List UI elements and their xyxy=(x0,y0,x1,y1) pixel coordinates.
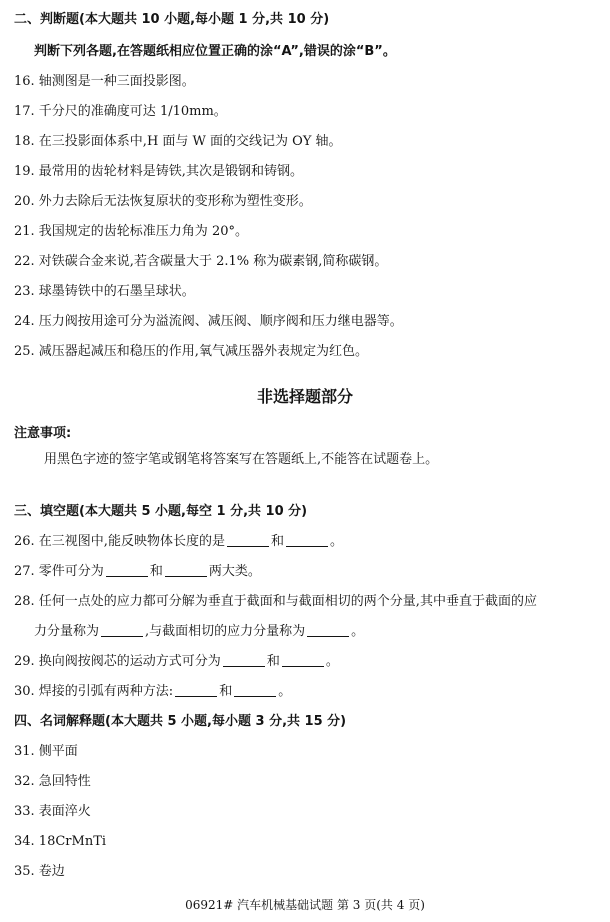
question-26 xyxy=(14,534,343,550)
question-23: 23. 球墨铸铁中的石墨呈球状。 xyxy=(14,284,195,299)
question-28-text-c: 。 xyxy=(351,624,365,639)
question-33: 33. 表面淬火 xyxy=(14,804,91,819)
answer-blank xyxy=(282,654,324,667)
question-25: 25. 减压器起减压和稳压的作用,氧气减压器外表规定为红色。 xyxy=(14,344,368,359)
answer-blank xyxy=(223,654,265,667)
question-17: 17. 千分尺的准确度可达 1/10mm。 xyxy=(14,104,227,119)
question-27-text-c: 两大类。 xyxy=(208,564,261,579)
question-28-line2 xyxy=(34,624,364,640)
question-34: 34. 18CrMnTi xyxy=(14,834,107,849)
question-27 xyxy=(14,564,261,580)
section-instruction: 判断下列各题,在答题纸相应位置正确的涂“A”,错误的涂“B”。 xyxy=(34,44,396,59)
page-footer: 06921# 汽车机械基础试题 第 3 页(共 4 页) xyxy=(185,898,425,912)
question-32: 32. 急回特性 xyxy=(14,774,91,789)
notice-label: 注意事项: xyxy=(14,426,72,441)
answer-blank xyxy=(286,534,328,547)
question-28-line1: 28. 任何一点处的应力都可分解为垂直于截面和与截面相切的两个分量,其中垂直于截面的应 xyxy=(14,594,537,609)
question-19: 19. 最常用的齿轮材料是铸铁,其次是锻钢和铸钢。 xyxy=(14,164,303,179)
question-28-text-b: ,与截面相切的应力分量称为 xyxy=(145,624,306,639)
answer-blank xyxy=(175,684,217,697)
question-30 xyxy=(14,684,291,700)
question-16: 16. 轴测图是一种三面投影图。 xyxy=(14,74,195,89)
question-26-text-b: 和 xyxy=(270,534,284,549)
section-heading-definitions: 四、名词解释题(本大题共 5 小题,每小题 3 分,共 15 分) xyxy=(14,714,347,729)
question-18: 18. 在三投影面体系中,H 面与 W 面的交线记为 OY 轴。 xyxy=(14,134,342,149)
question-30-text-a: 30. 焊接的引弧有两种方法: xyxy=(14,684,174,699)
question-22: 22. 对铁碳合金来说,若含碳量大于 2.1% 称为碳素钢,简称碳钢。 xyxy=(14,254,388,269)
question-27-text-a: 27. 零件可分为 xyxy=(14,564,104,579)
question-20: 20. 外力去除后无法恢复原状的变形称为塑性变形。 xyxy=(14,194,312,209)
answer-blank xyxy=(106,564,148,577)
question-31: 31. 侧平面 xyxy=(14,744,78,759)
question-29-text-a: 29. 换向阀按阀芯的运动方式可分为 xyxy=(14,654,221,669)
notice-text: 用黑色字迹的签字笔或钢笔将答案写在答题纸上,不能答在试题卷上。 xyxy=(44,452,439,467)
question-28-text-a: 力分量称为 xyxy=(34,624,100,639)
answer-blank xyxy=(307,624,349,637)
question-35: 35. 卷边 xyxy=(14,864,65,879)
answer-blank xyxy=(234,684,276,697)
answer-blank xyxy=(227,534,269,547)
section-heading-fill-in: 三、填空题(本大题共 5 小题,每空 1 分,共 10 分) xyxy=(14,504,308,519)
part-title: 非选择题部分 xyxy=(256,387,353,406)
question-30-text-c: 。 xyxy=(278,684,292,699)
question-26-text-c: 。 xyxy=(329,534,343,549)
answer-blank xyxy=(101,624,143,637)
question-27-text-b: 和 xyxy=(149,564,163,579)
question-21: 21. 我国规定的齿轮标准压力角为 20°。 xyxy=(14,224,248,239)
answer-blank xyxy=(165,564,207,577)
question-29-text-b: 和 xyxy=(266,654,280,669)
question-30-text-b: 和 xyxy=(219,684,233,699)
question-26-text-a: 26. 在三视图中,能反映物体长度的是 xyxy=(14,534,225,549)
question-24: 24. 压力阀按用途可分为溢流阀、减压阀、顺序阀和压力继电器等。 xyxy=(14,314,403,329)
question-29 xyxy=(14,654,339,670)
section-heading-judgement: 二、判断题(本大题共 10 小题,每小题 1 分,共 10 分) xyxy=(14,12,330,27)
question-29-text-c: 。 xyxy=(325,654,339,669)
